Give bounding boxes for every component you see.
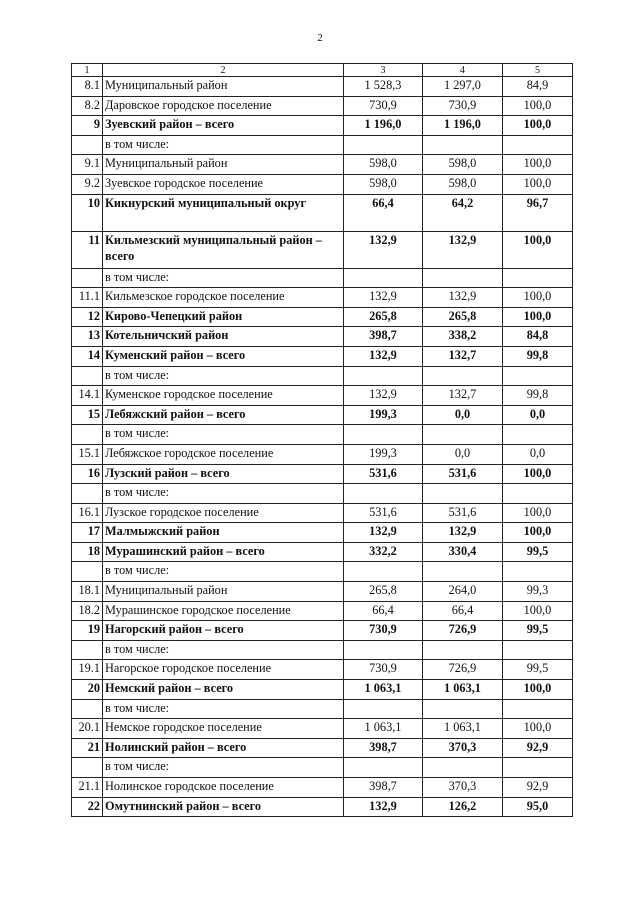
row-col4-cell: 531,6 (423, 503, 503, 523)
row-col5-cell (503, 562, 573, 582)
row-col4-cell: 726,9 (423, 621, 503, 641)
row-name-cell: Мурашинский район – всего (103, 542, 344, 562)
row-number-cell (72, 699, 103, 719)
row-number-cell (72, 640, 103, 660)
row-number-cell: 9 (72, 116, 103, 136)
table-row (72, 405, 573, 425)
row-col5-cell: 100,0 (503, 503, 573, 523)
row-col3-cell (344, 484, 423, 504)
row-col5-cell: 99,3 (503, 582, 573, 602)
row-name-cell: в том числе: (103, 366, 344, 386)
row-col4-cell: 1 196,0 (423, 116, 503, 136)
row-number-cell: 22 (72, 797, 103, 817)
row-col5-cell: 100,0 (503, 174, 573, 194)
row-col3-cell: 132,9 (344, 386, 423, 406)
row-name-cell: Кильмезский муниципальный район – всего (103, 231, 344, 268)
row-col4-cell: 64,2 (423, 194, 503, 231)
row-col3-cell: 531,6 (344, 464, 423, 484)
table-row (72, 699, 573, 719)
row-col3-cell: 132,9 (344, 797, 423, 817)
table-row (72, 601, 573, 621)
row-col5-cell (503, 366, 573, 386)
row-col4-cell: 0,0 (423, 405, 503, 425)
row-col5-cell (503, 640, 573, 660)
row-col4-cell: 126,2 (423, 797, 503, 817)
table-row (72, 562, 573, 582)
row-name-cell: в том числе: (103, 758, 344, 778)
row-number-cell: 18 (72, 542, 103, 562)
header-col-3: 3 (344, 64, 423, 77)
row-col4-cell: 730,9 (423, 96, 503, 116)
row-name-cell: в том числе: (103, 268, 344, 288)
row-number-cell (72, 135, 103, 155)
row-number-cell: 21.1 (72, 778, 103, 798)
row-name-cell: в том числе: (103, 484, 344, 504)
row-name-cell: Зуевский район – всего (103, 116, 344, 136)
row-col4-cell: 598,0 (423, 155, 503, 175)
table-row (72, 719, 573, 739)
row-col5-cell: 100,0 (503, 680, 573, 700)
row-col4-cell (423, 484, 503, 504)
row-number-cell: 10 (72, 194, 103, 231)
row-col5-cell: 100,0 (503, 116, 573, 136)
row-number-cell (72, 484, 103, 504)
row-col4-cell: 370,3 (423, 738, 503, 758)
row-col4-cell (423, 699, 503, 719)
row-number-cell: 13 (72, 327, 103, 347)
table-row (72, 640, 573, 660)
row-col3-cell: 132,9 (344, 231, 423, 268)
table-row (72, 327, 573, 347)
row-name-cell: Кильмезское городское поселение (103, 288, 344, 308)
row-number-cell: 20.1 (72, 719, 103, 739)
table-row (72, 444, 573, 464)
row-col5-cell: 99,5 (503, 660, 573, 680)
row-col3-cell: 398,7 (344, 778, 423, 798)
table-row (72, 231, 573, 268)
row-number-cell: 9.1 (72, 155, 103, 175)
row-number-cell: 20 (72, 680, 103, 700)
row-name-cell: в том числе: (103, 135, 344, 155)
table-row (72, 366, 573, 386)
row-col3-cell: 730,9 (344, 96, 423, 116)
row-name-cell: Куменское городское поселение (103, 386, 344, 406)
row-col4-cell (423, 425, 503, 445)
row-col5-cell: 96,7 (503, 194, 573, 231)
row-col5-cell: 84,8 (503, 327, 573, 347)
row-col3-cell: 265,8 (344, 582, 423, 602)
row-col3-cell (344, 758, 423, 778)
row-col3-cell (344, 268, 423, 288)
row-col3-cell: 66,4 (344, 601, 423, 621)
row-name-cell: Муниципальный район (103, 582, 344, 602)
row-name-cell: Лебяжское городское поселение (103, 444, 344, 464)
budget-table (71, 63, 573, 817)
table-row (72, 503, 573, 523)
row-col3-cell (344, 425, 423, 445)
table-row (72, 797, 573, 817)
row-col4-cell: 531,6 (423, 464, 503, 484)
row-number-cell: 17 (72, 523, 103, 543)
row-name-cell: в том числе: (103, 562, 344, 582)
row-col3-cell (344, 366, 423, 386)
row-number-cell: 18.2 (72, 601, 103, 621)
row-name-cell: Кирово-Чепецкий район (103, 307, 344, 327)
row-col3-cell (344, 562, 423, 582)
row-col5-cell: 99,5 (503, 621, 573, 641)
row-number-cell (72, 425, 103, 445)
table-row (72, 680, 573, 700)
table-row (72, 582, 573, 602)
row-col3-cell: 1 063,1 (344, 719, 423, 739)
row-col4-cell (423, 268, 503, 288)
row-name-cell: Мурашинское городское поселение (103, 601, 344, 621)
row-name-cell: Котельничский район (103, 327, 344, 347)
row-name-cell: Куменский район – всего (103, 346, 344, 366)
table-row (72, 268, 573, 288)
row-col3-cell: 598,0 (344, 174, 423, 194)
row-number-cell: 8.1 (72, 77, 103, 97)
row-col5-cell (503, 699, 573, 719)
row-col5-cell: 84,9 (503, 77, 573, 97)
row-number-cell: 21 (72, 738, 103, 758)
row-number-cell (72, 758, 103, 778)
row-number-cell: 14 (72, 346, 103, 366)
row-col4-cell: 330,4 (423, 542, 503, 562)
row-name-cell: в том числе: (103, 699, 344, 719)
row-number-cell: 11 (72, 231, 103, 268)
row-number-cell (72, 366, 103, 386)
row-name-cell: в том числе: (103, 640, 344, 660)
row-col3-cell: 398,7 (344, 738, 423, 758)
row-col4-cell (423, 135, 503, 155)
table-row (72, 738, 573, 758)
row-number-cell: 16.1 (72, 503, 103, 523)
row-name-cell: в том числе: (103, 425, 344, 445)
row-col3-cell: 332,2 (344, 542, 423, 562)
row-name-cell: Немское городское поселение (103, 719, 344, 739)
row-col3-cell: 199,3 (344, 444, 423, 464)
row-name-cell: Малмыжский район (103, 523, 344, 543)
row-col5-cell: 100,0 (503, 96, 573, 116)
row-col3-cell: 1 528,3 (344, 77, 423, 97)
row-name-cell: Лузский район – всего (103, 464, 344, 484)
row-number-cell: 15 (72, 405, 103, 425)
header-col-4: 4 (423, 64, 503, 77)
row-number-cell: 19.1 (72, 660, 103, 680)
table-row (72, 116, 573, 136)
row-name-cell: Нолинское городское поселение (103, 778, 344, 798)
table-row (72, 621, 573, 641)
table-row (72, 758, 573, 778)
row-name-cell: Нагорский район – всего (103, 621, 344, 641)
table-row (72, 542, 573, 562)
row-col5-cell: 99,8 (503, 386, 573, 406)
row-col4-cell: 1 063,1 (423, 680, 503, 700)
row-col5-cell: 100,0 (503, 307, 573, 327)
table-row (72, 523, 573, 543)
row-name-cell: Зуевское городское поселение (103, 174, 344, 194)
table-row (72, 464, 573, 484)
row-col5-cell: 100,0 (503, 523, 573, 543)
row-col4-cell: 132,9 (423, 523, 503, 543)
table-row (72, 386, 573, 406)
row-col5-cell (503, 268, 573, 288)
header-col-5: 5 (503, 64, 573, 77)
row-col4-cell: 132,7 (423, 386, 503, 406)
row-name-cell: Муниципальный район (103, 155, 344, 175)
row-col4-cell: 598,0 (423, 174, 503, 194)
row-col4-cell: 0,0 (423, 444, 503, 464)
row-col3-cell: 265,8 (344, 307, 423, 327)
row-col3-cell: 1 196,0 (344, 116, 423, 136)
header-col-2: 2 (103, 64, 344, 77)
table-row (72, 778, 573, 798)
row-name-cell: Нолинский район – всего (103, 738, 344, 758)
row-number-cell (72, 268, 103, 288)
row-col5-cell (503, 484, 573, 504)
row-col4-cell (423, 562, 503, 582)
row-col3-cell: 132,9 (344, 288, 423, 308)
row-col3-cell: 132,9 (344, 346, 423, 366)
row-col3-cell (344, 135, 423, 155)
row-number-cell: 15.1 (72, 444, 103, 464)
table-header-row (72, 64, 573, 77)
row-col4-cell (423, 640, 503, 660)
row-col4-cell: 132,9 (423, 231, 503, 268)
row-name-cell: Кикнурский муниципальный округ (103, 194, 344, 231)
row-col3-cell: 398,7 (344, 327, 423, 347)
table-body (72, 77, 573, 817)
row-number-cell: 9.2 (72, 174, 103, 194)
row-col3-cell: 66,4 (344, 194, 423, 231)
row-col5-cell (503, 135, 573, 155)
row-number-cell: 18.1 (72, 582, 103, 602)
row-col3-cell: 598,0 (344, 155, 423, 175)
row-col3-cell: 730,9 (344, 621, 423, 641)
row-name-cell: Даровское городское поселение (103, 96, 344, 116)
row-col4-cell: 132,7 (423, 346, 503, 366)
row-col3-cell: 199,3 (344, 405, 423, 425)
row-col5-cell (503, 758, 573, 778)
row-col5-cell: 0,0 (503, 405, 573, 425)
table-row (72, 288, 573, 308)
row-col5-cell: 99,5 (503, 542, 573, 562)
table-row (72, 174, 573, 194)
row-col4-cell: 1 063,1 (423, 719, 503, 739)
row-col5-cell: 99,8 (503, 346, 573, 366)
row-col5-cell: 100,0 (503, 155, 573, 175)
row-number-cell: 11.1 (72, 288, 103, 308)
row-col4-cell: 66,4 (423, 601, 503, 621)
header-col-1: 1 (72, 64, 103, 77)
row-col4-cell: 1 297,0 (423, 77, 503, 97)
table-row (72, 155, 573, 175)
row-col5-cell: 95,0 (503, 797, 573, 817)
row-name-cell: Омутнинский район – всего (103, 797, 344, 817)
row-col5-cell: 100,0 (503, 719, 573, 739)
table-row (72, 425, 573, 445)
row-col5-cell: 0,0 (503, 444, 573, 464)
row-col4-cell: 264,0 (423, 582, 503, 602)
row-name-cell: Лебяжский район – всего (103, 405, 344, 425)
row-col4-cell: 265,8 (423, 307, 503, 327)
table-row (72, 194, 573, 231)
row-col3-cell: 132,9 (344, 523, 423, 543)
row-col5-cell (503, 425, 573, 445)
table-row (72, 96, 573, 116)
row-col3-cell (344, 699, 423, 719)
row-col4-cell: 370,3 (423, 778, 503, 798)
row-col5-cell: 100,0 (503, 231, 573, 268)
row-col4-cell (423, 366, 503, 386)
row-number-cell: 14.1 (72, 386, 103, 406)
page-number: 2 (317, 32, 323, 44)
row-name-cell: Муниципальный район (103, 77, 344, 97)
row-col3-cell: 1 063,1 (344, 680, 423, 700)
row-number-cell: 12 (72, 307, 103, 327)
table-row (72, 307, 573, 327)
row-name-cell: Лузское городское поселение (103, 503, 344, 523)
row-name-cell: Нагорское городское поселение (103, 660, 344, 680)
row-number-cell: 16 (72, 464, 103, 484)
row-col3-cell: 730,9 (344, 660, 423, 680)
row-col5-cell: 100,0 (503, 464, 573, 484)
row-number-cell (72, 562, 103, 582)
row-col5-cell: 100,0 (503, 601, 573, 621)
row-col5-cell: 92,9 (503, 778, 573, 798)
row-col4-cell (423, 758, 503, 778)
row-number-cell: 8.2 (72, 96, 103, 116)
table-row (72, 77, 573, 97)
row-col5-cell: 92,9 (503, 738, 573, 758)
table-row (72, 346, 573, 366)
row-col4-cell: 726,9 (423, 660, 503, 680)
row-col3-cell (344, 640, 423, 660)
row-col4-cell: 338,2 (423, 327, 503, 347)
table-row (72, 135, 573, 155)
table-row (72, 660, 573, 680)
table-row (72, 484, 573, 504)
row-name-cell: Немский район – всего (103, 680, 344, 700)
row-col4-cell: 132,9 (423, 288, 503, 308)
row-col5-cell: 100,0 (503, 288, 573, 308)
row-col3-cell: 531,6 (344, 503, 423, 523)
row-number-cell: 19 (72, 621, 103, 641)
